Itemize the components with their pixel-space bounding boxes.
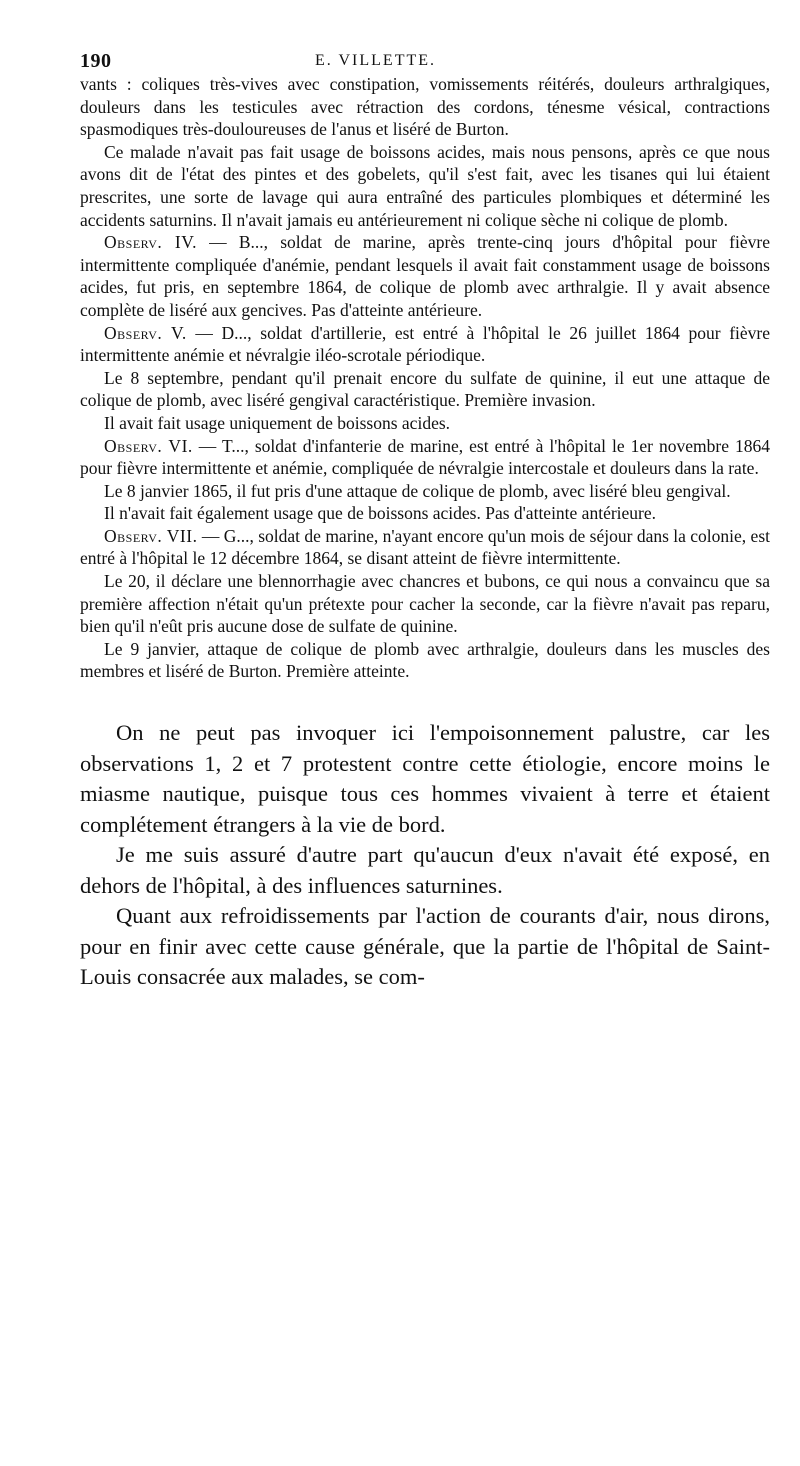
- paragraph-text: On ne peut pas invoquer ici l'empoisonnement palustre, car les observations 1, 2 et 7 protestent contre cette étiologie, encore moins le miasme nautique, puisque tous ces hommes vivaient à terre et étaient complétement étrangers à la vie de bord.: [80, 720, 770, 837]
- paragraph: [80, 412, 770, 435]
- paragraph-text: Quant aux refroidissements par l'action de courants d'air, nous dirons, pour en finir avec cette cause générale, que la partie de l'hôpital de Saint-Louis consacrée aux malades, se com-: [80, 903, 770, 990]
- observation-paragraph: [80, 231, 770, 321]
- observation-paragraph: [80, 525, 770, 570]
- paragraph: [80, 570, 770, 638]
- paragraph-text: Il avait fait usage uniquement de boissons acides.: [104, 412, 451, 433]
- paragraph: [80, 901, 770, 993]
- paragraph-text: — G..., soldat de marine, n'ayant encore qu'un mois de séjour dans la colonie, est entré à l'hôpital le 12 décembre 1864, se disant atteint de fièvre intermittente.: [80, 525, 770, 569]
- paragraph-text: Ce malade n'avait pas fait usage de boissons acides, mais nous pensons, après ce que nous avons dit de l'état des pintes et des gobelets, qu'il s'est fait, avec les tisanes qui lui étaient prescrites, une sorte de lavage qui aura entraîné des particules plombiques et déterminé les accidents saturnins. Il n'avait jamais eu antérieurement ni colique sèche ni colique de plomb.: [80, 141, 770, 230]
- observation-label: Observ. VI.: [104, 435, 193, 456]
- discussion-section: [80, 718, 770, 993]
- paragraph: [80, 480, 770, 503]
- observation-label: Observ. IV.: [104, 232, 197, 253]
- observation-label: Observ. VII.: [104, 525, 198, 546]
- running-title: E. VILLETTE.: [315, 52, 437, 69]
- observations-section: [80, 73, 770, 683]
- body-text: [80, 73, 770, 993]
- paragraph-text: Le 8 septembre, pendant qu'il prenait encore du sulfate de quinine, il eut une attaque de colique de plomb, avec liséré gengival caractéristique. Première invasion.: [80, 367, 770, 411]
- paragraph: [80, 502, 770, 525]
- paragraph-text: — B..., soldat de marine, après trente-cinq jours d'hôpital pour fièvre intermittente compliquée d'anémie, pendant lesquels il avait fait constamment usage de boissons acides, fut pris, en septembre 1864, de colique de plomb avec arthralgie. Il y avait absence complète de liséré aux gencives. Pas d'atteinte antérieure.: [80, 232, 770, 320]
- observation-label: Observ. V.: [104, 322, 187, 343]
- paragraph-text: — D..., soldat d'artillerie, est entré à l'hôpital le 26 juillet 1864 pour fièvre intermittente anémie et névralgie iléo-scrotale périodique.: [80, 322, 771, 366]
- paragraph-text: Le 20, il déclare une blennorrhagie avec chancres et bubons, ce qui nous a convaincu que sa première affection n'était qu'un prétexte pour cacher la seconde, car la fièvre n'avait pas reparu, bien qu'il n'eût pris aucune dose de sulfate de quinine.: [80, 571, 770, 637]
- paragraph: [80, 73, 770, 141]
- paragraph-text: Je me suis assuré d'autre part qu'aucun d'eux n'avait été exposé, en dehors de l'hôpital, à des influences saturnines.: [80, 842, 770, 898]
- paragraph: [80, 718, 770, 840]
- paragraph-text: vants : coliques très-vives avec constipation, vomissements réitérés, douleurs arthralgiques, douleurs dans les testicules avec rétraction des cordons, ténesme vésical, contractions spasmodiques très-douloureuses de l'anus et liséré de Burton.: [80, 74, 770, 140]
- paragraph: [80, 141, 770, 231]
- paragraph-text: Le 9 janvier, attaque de colique de plomb avec arthralgie, douleurs dans les muscles des membres et liséré de Burton. Première atteinte.: [80, 638, 770, 682]
- paragraph: [80, 367, 770, 412]
- running-header: [80, 50, 770, 74]
- observation-paragraph: [80, 435, 770, 480]
- paragraph-text: — T..., soldat d'infanterie de marine, est entré à l'hôpital le 1er novembre 1864 pour fièvre intermittente et anémie, compliquée de névralgie intercostale et douleurs dans la rate.: [80, 435, 770, 479]
- paragraph: [80, 638, 770, 683]
- paragraph-text: Il n'avait fait également usage que de boissons acides. Pas d'atteinte antérieure.: [104, 503, 657, 524]
- paragraph-text: Le 8 janvier 1865, il fut pris d'une attaque de colique de plomb, avec liséré bleu gengival.: [104, 480, 731, 501]
- page-number: 190: [80, 50, 112, 72]
- observation-paragraph: [80, 322, 770, 367]
- paragraph: [80, 840, 770, 901]
